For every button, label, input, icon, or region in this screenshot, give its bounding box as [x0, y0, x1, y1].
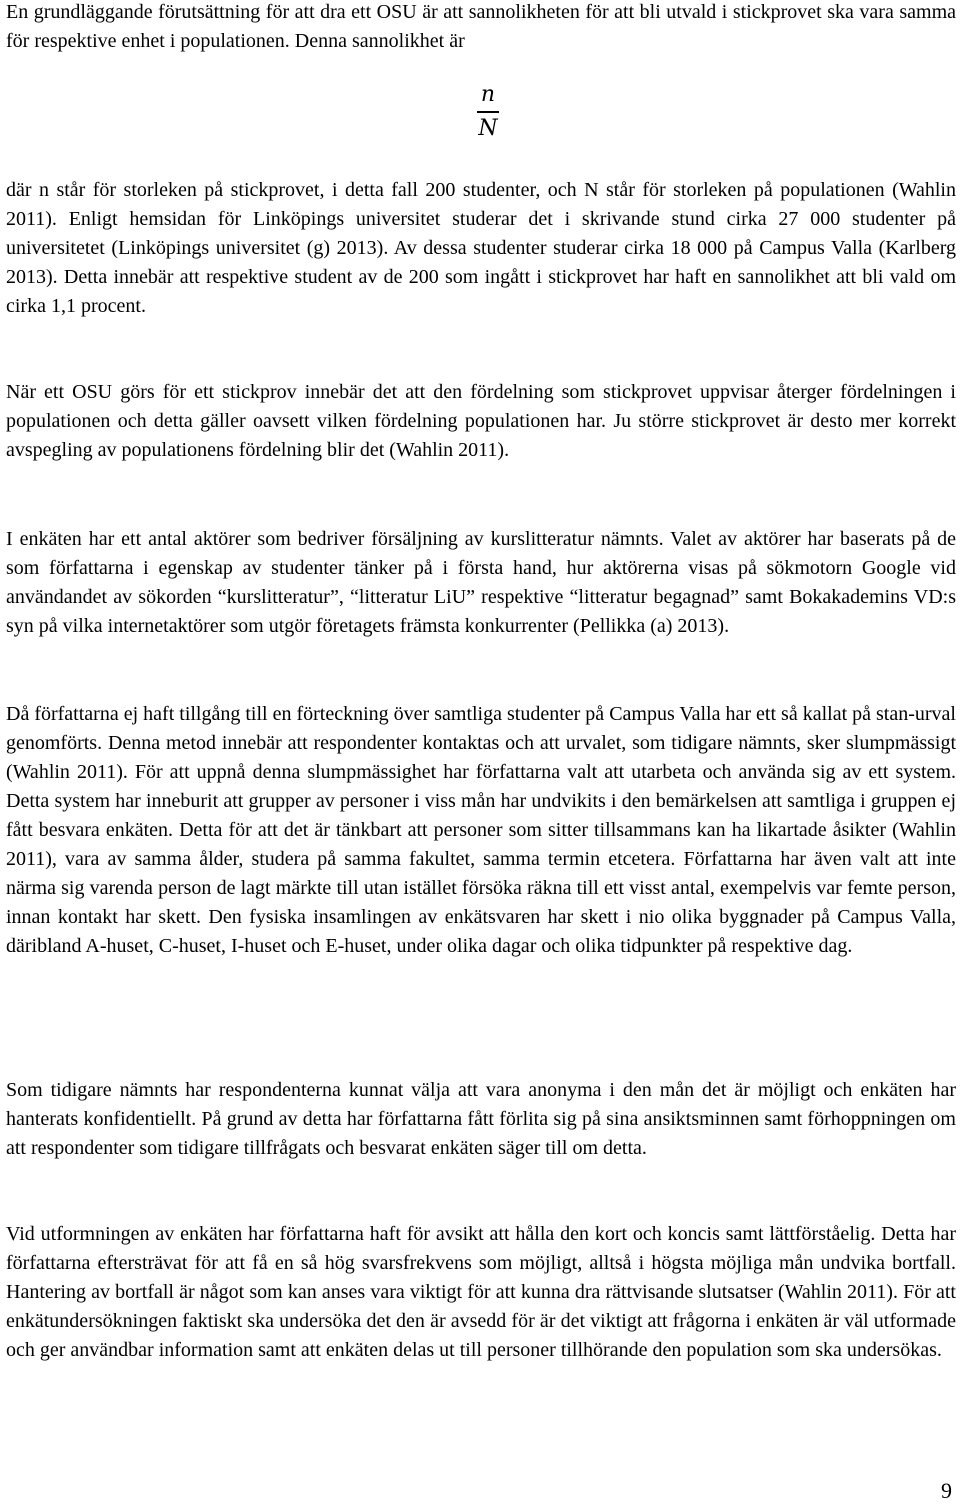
paragraph-osu-distribution: När ett OSU görs för ett stickprov innebär det att den fördelning som stickprovet uppvisar återger fördelningen i populationen och detta gäller oavsett vilken fördelning populationen har. Ju större stickprovet är desto mer korrekt avspegling av populationens fördelning blir det (Wahlin 2011).	[6, 381, 956, 461]
paragraph-survey-design: Vid utformningen av enkäten har författarna haft för avsikt att hålla den kort och koncis samt lättförståelig. Detta har författarna eftersträvat för att få en så hög svarsfrekvens som möjligt, alltså i högsta möjliga mån undvika bortfall. Hantering av bortfall är något som kan anses vara viktigt för att kunna dra rättvisande slutsatser (Wahlin 2011). För att enkätundersökningen faktiskt ska undersöka det den är avsedd för är det viktigt att frågorna i enkäten är väl utformade och ger användbar information samt att enkäten delas ut till personer tillhörande den population som ska undersökas.	[6, 1223, 956, 1361]
page-number: 9	[941, 1478, 952, 1503]
paragraph-anonymity: Som tidigare nämnts har respondenterna kunnat välja att vara anonyma i den mån det är möjligt och enkäten har hanterats konfidentiellt. På grund av detta har författarna fått förlita sig på sina ansiktsminnen samt förhoppningen om att respondenter som tidigare tillfrågats och besvarat enkäten säger till om detta.	[6, 1079, 956, 1159]
probability-formula	[468, 82, 508, 142]
fraction-bar	[477, 111, 499, 113]
paragraph-actors: I enkäten har ett antal aktörer som bedriver försäljning av kurslitteratur nämnts. Valet av aktörer har baserats på de som författarna i egenskap av studenter tänker på i första hand, hur aktörerna visas på sökmotorn Google vid användandet av sökorden “kurslitteratur”, “litteratur LiU” respektive “litteratur begagnad” samt Bokakademins VD:s syn på vilka internetaktörer som utgör företagets främsta konkurrenter (Pellikka (a) 2013).	[6, 528, 956, 637]
paragraph-sample-size: där n står för storleken på stickprovet, i detta fall 200 studenter, och N står för storleken på populationen (Wahlin 2011). Enligt hemsidan för Linköpings universitet studerar det i skrivande stund cirka 27 000 studenter på universitetet (Linköpings universitet (g) 2013). Av dessa studenter studerar cirka 18 000 på Campus Valla (Karlberg 2013). Detta innebär att respektive student av de 200 som ingått i stickprovet har haft en sannolikhet att bli vald om cirka 1,1 procent.	[6, 179, 956, 317]
paragraph-probability-requirement: En grundläggande förutsättning för att dra ett OSU är att sannolikheten för att bli utvald i stickprovet ska vara samma för respektive enhet i populationen. Denna sannolikhet är	[6, 1, 956, 52]
formula-denominator: N	[478, 116, 498, 141]
paragraph-street-sampling: Då författarna ej haft tillgång till en förteckning över samtliga studenter på Campus Valla har ett så kallat på stan-urval genomförts. Denna metod innebär att respondenter kontaktas och att urvalet, som tidigare nämnts, sker slumpmässigt (Wahlin 2011). För att uppnå denna slumpmässighet har författarna valt att utarbeta och använda sig av ett system. Detta system har inneburit att grupper av personer i viss mån har undvikits i den bemärkelsen att samtliga i gruppen ej fått besvara enkäten. Detta för att det är tänkbart att personer som sitter tillsammans kan ha likartade åsikter (Wahlin 2011), vara av samma ålder, studera på samma fakultet, samma termin etcetera. Författarna har även valt att inte närma sig varenda person de lagt märkte till utan istället försöka räkna till ett visst antal, exempelvis var femte person, innan kontakt har skett. Den fysiska insamlingen av enkätsvaren har skett i nio olika byggnader på Campus Valla, däribland A-huset, C-huset, I-huset och E-huset, under olika dagar och olika tidpunkter på respektive dag.	[6, 703, 956, 957]
formula-numerator: n	[480, 82, 496, 107]
